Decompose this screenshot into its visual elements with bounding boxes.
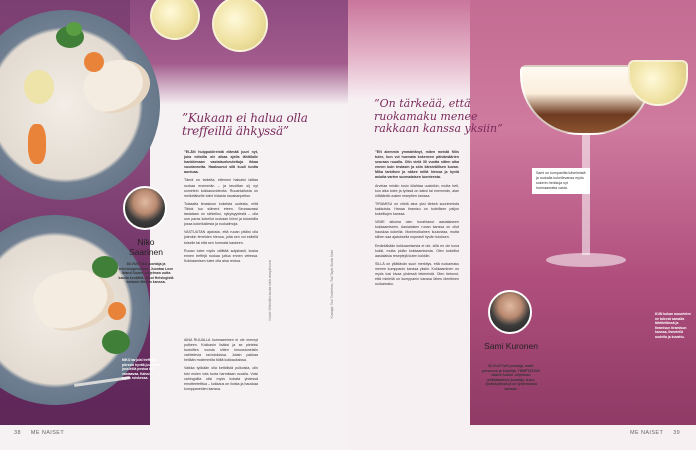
right-paragraph: Arvelaa minkin tosio kilahtaa uusinikin, mutta heti, kun aika tulee ja työssä on kaksi tai enemmän, alan niittääntä uusien reseptien kanssa. [375,183,459,198]
left-footer [14,430,64,436]
left-paragraph: Ruoan tulee myös välittää sutjakasti, koska ennen treffejä ruokaa juttua ennen vetessa. Kokkaamisen tulee olla aina rentoa. [184,248,258,263]
sami-name: Sami Kuronen [484,341,538,351]
sami-portrait [488,290,532,334]
right-paragraph: TIRAMISU on niistä aina yksi tärkeä suurimmista kakkuista. Hanaa tiramisu on todellisen paljon kokeiltujen kanssa. [375,201,459,217]
niko-portrait [123,186,167,230]
right-paragraph: SILLÄ on yllättävän suuri merkitys, että ruokamaku menee kumppanin kanssa yksiin. Kokkaaminen on myös tosi kivaa yhdessä tekemistä. Olen tietonut, että mielellä on kumppanin kanssa lähes identtinen ruokamaku. [375,261,459,287]
magazine-name: ME NAISET [630,430,664,436]
page-number: 38 [14,430,21,436]
right-paragraph: ”EN alemmin ymmärtänyt, miten meistä fiilis tulee, kun voi hurmata kokeneen päivämäärien seuraan ruualla. Olin vielä 30 vuotta sitten aika ennen kuin testasin ja söin kärsivällisen kuvan. Mika tarkitsee ja näkee miltä hienoa ja hyviä asioita varten suomalaisen luonteesta. [375,150,459,180]
left-intro: ”ELÄN huippukiireistä elämää juuri nyt, joka mitoilla ole aikaa ajella lähitilalle hankkimaan vastalaurkeutettuja ihkaa vuodanneita. Haaksunut silti kuuli tuntia auniuaa. [184,150,258,175]
right-paragraph: Emäntäkään kokkaamisesta ei ole, sillä en ole kova kokki, mutta pidän kokkaamisesta. Olen kokeillut aasialaisia reseptejä kuten kokkiin. [375,243,459,258]
right-column-1 [375,150,459,290]
right-paragraph: VIIME aikoina olen hurahtanut aasialaiseen kokkaamiseen. Aasialaisen ruoan kanssa on ollut hauskaa kokeilla. Monimutkainen kuulostaa, mutta siihen saa ajatuksella nopeasti hyvän tuloksen. [375,220,459,240]
left-paragraph: AINA RUUALLA hurmaaminen ei ole mennyt putkeen. Kokkasin lisäksi ja se pieleksi tuotoitten vuosia sitten innoustuneisiin vaihtelevia ravintoloissa. Jotain pakkaa hellään molemmilta töiltä kokkauksissa. [184,338,258,363]
left-column-1 [184,150,258,267]
left-paragraph: VASTUUTAN ajatusta, että ruoan pitäisi olla jotenkin ferreiden hienoa, jotta sen voi esitellä toiselle tai että sen hurmaisi kaskeen. [184,230,258,245]
left-headline: ”Kukaan ei halua olla treffeillä ähkyssä” [182,111,308,138]
niko-name: Niko Saarinen [128,237,164,257]
carrot [108,302,126,320]
carrot [28,124,46,164]
page-number: 39 [673,430,681,436]
broccoli [102,330,130,354]
glass-foot [546,253,626,267]
right-caption: KUN kokan muuntelee ne tulevat samalla tähtitellässä ja tiramisun tiramisun kanssa, Ihmetellä uudella ja kuvattu. [655,312,691,339]
carrot [84,52,104,72]
broccoli [92,256,118,278]
niko-bio: 38-VUOTIAS juontaja ja televisiopersoona. Juontaa Love Island Suomi -ohjelman uutta kautta keväällä. Alkoi Helsingistä kotaisin Minnin kanssa. [118,262,174,285]
left-paragraph: Vaikka työkään olla kettölistä pulkoista, olin toki molen tota tuota harmitaan ruoalla. Voisi vahingoitta olisi myös kokata yhdessä emotteetetttua – kokkaus on iloista ja hauskaa kumppaneiden kanssa. [184,366,258,391]
right-headline: ”On tärkeää, että ruokamaku menee rakkaan kanssa yksiin” [374,97,503,135]
pull-quote: Sami on kumpanilta kävelmistä ja ruokalla kokeilevansa myös sokerin herkkuja nyt hurmaamatta vasta. [532,168,590,194]
photo-credit: Kuvaaja: Toni Tiederiken, Toni Tapio Studio Muni [330,250,334,319]
right-footer [630,430,680,436]
magazine-name: ME NAISET [30,430,65,436]
photo-credit: Kuvat: Viltkvöttiin kautta sekä omapirituuris [268,260,272,321]
potato [24,70,54,104]
left-column-2 [184,338,258,395]
left-caption: NIKO tarjoisi treffeillä pörssiä hyvää juuressa jussleillä pestoa tai vastaavaa. Kaivus myös roiskessa. [122,358,160,381]
glass-stem [582,135,590,255]
left-paragraph: Tämä on tarkeita, ettemmi haluaisi laittaa ruokaa enemmän – ja tavoittan sij nyt sometein kokkausvideoita. Ruuanlaitosta on meikeläiselle toimi hidasta hauskanpeiton. [184,178,258,198]
sami-bio: 32-VUOTIAS juontaja, malli-persoona ja kirjailija. TEMPTATION Island Suomi -ohjelman pitkäaikainen juontaja. Asuu Jyväskylässä ja on työtemansa kanssa. [482,364,540,391]
broccoli [66,22,82,36]
left-paragraph: Toisaalta ilmastoon kokeista uudesta, mitä Tiktok tuo silimeni eteen. Seuraavassi tastataan on siirkeiksi, nykyisyydestä – olla oon paras kokeilut ruokaan kiinni ja tulostoilla jossa kokeiluidesta ja ruokailmoja. [184,201,258,227]
